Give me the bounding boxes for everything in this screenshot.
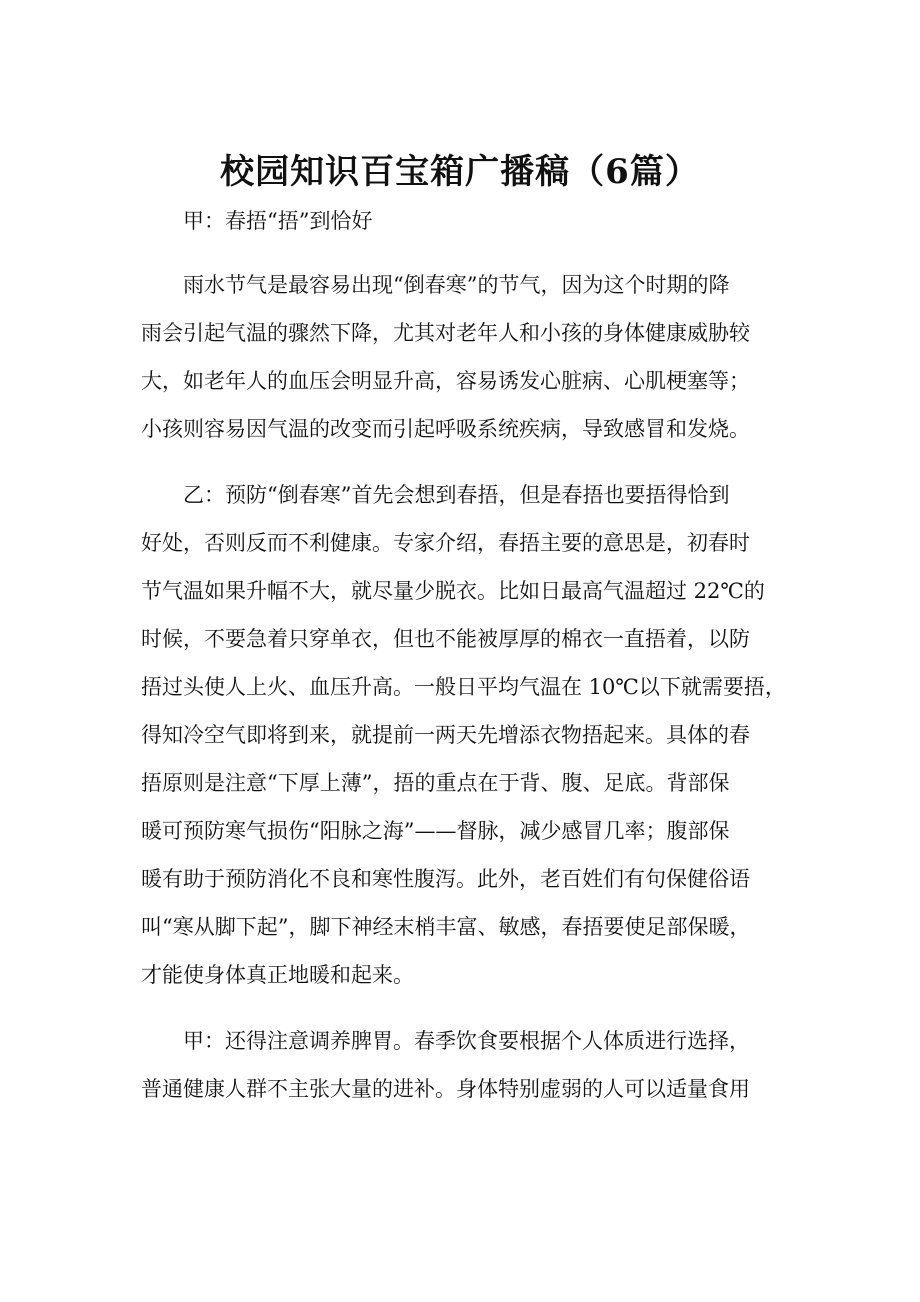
paragraph-line: 普通健康人群不主张大量的进补。身体特别虚弱的人可以适量食用	[141, 1077, 750, 1101]
paragraph-line: 捂过头使人上火、血压升高。一般日平均气温在 10℃以下就需要捂，	[141, 675, 786, 699]
paragraph-line: 暖可预防寒气损伤“阳脉之海”——督脉，减少感冒几率；腹部保	[141, 819, 730, 843]
page-title: 校园知识百宝箱广播稿（6篇）	[220, 152, 700, 192]
paragraph-line: 捂原则是注意“下厚上薄”，捂的重点在于背、腹、足底。背部保	[141, 771, 730, 795]
paragraph-line: 得知冷空气即将到来，就提前一两天先增添衣物捂起来。具体的春	[141, 723, 750, 747]
paragraph-line: 好处，否则反而不利健康。专家介绍，春捂主要的意思是，初春时	[141, 531, 750, 555]
section-subtitle: 甲：春捂“捂”到恰好	[183, 209, 373, 233]
paragraph-line: 叫“寒从脚下起”，脚下神经末梢丰富、敏感，春捂要使足部保暖，	[141, 915, 751, 939]
paragraph-line: 乙：预防“倒春寒”首先会想到春捂，但是春捂也要捂得恰到	[183, 483, 730, 507]
paragraph-line: 节气温如果升幅不大，就尽量少脱衣。比如日最高气温超过 22℃的	[141, 579, 765, 603]
paragraph-line: 雨会引起气温的骤然下降，尤其对老年人和小孩的身体健康威胁较	[141, 321, 750, 345]
paragraph-line: 才能使身体真正地暖和起来。	[141, 963, 414, 987]
paragraph-line: 暖有助于预防消化不良和寒性腹泻。此外，老百姓们有句保健俗语	[141, 867, 750, 891]
paragraph-line: 雨水节气是最容易出现“倒春寒”的节气，因为这个时期的降	[183, 273, 730, 297]
paragraph-line: 小孩则容易因气温的改变而引起呼吸系统疾病，导致感冒和发烧。	[141, 417, 750, 441]
paragraph-line: 甲：还得注意调养脾胃。春季饮食要根据个人体质进行选择，	[183, 1029, 750, 1053]
paragraph-line: 大，如老年人的血压会明显升高，容易诱发心脏病、心肌梗塞等；	[141, 369, 750, 393]
paragraph-line: 时候，不要急着只穿单衣，但也不能被厚厚的棉衣一直捂着，以防	[141, 627, 750, 651]
